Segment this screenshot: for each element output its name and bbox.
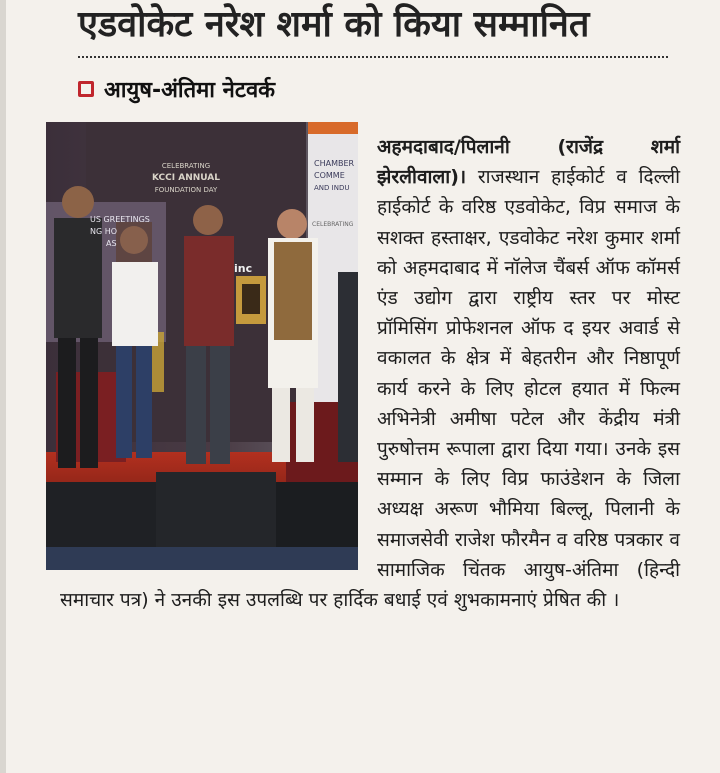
headline-divider [78, 56, 668, 58]
article-body [60, 132, 680, 615]
photo-side-text: CELEBRATING [312, 221, 354, 228]
byline-marker-icon [78, 81, 94, 97]
byline-text: आयुष-अंतिमा नेटवर्क [104, 78, 276, 103]
photo-greetings-1: US GREETINGS [90, 215, 150, 224]
photo-wrap-spacer [60, 132, 377, 582]
page-edge [0, 0, 6, 773]
headline: एडवोकेट नरेश शर्मा को किया सम्मानित [78, 4, 590, 45]
photo-backdrop-text-2: KCCI ANNUAL [151, 173, 221, 183]
photo-backdrop-text-1: CELEBRATING [161, 162, 211, 170]
photo-side-banner-1: CHAMBER [314, 159, 355, 168]
article-lead: अहमदाबाद/पिलानी (राजेंद्र शर्मा झेरलीवाला)। [377, 136, 680, 189]
photo-fragment-text: inc [234, 262, 253, 275]
photo-greetings-2: NG HO [90, 227, 118, 236]
byline [78, 72, 275, 106]
photo-side-banner-2: COMME [314, 171, 345, 180]
photo-backdrop-text-3: FOUNDATION DAY [154, 186, 218, 194]
photo-greetings-3: AS [106, 239, 117, 248]
article-text: राजस्थान हाईकोर्ट व दिल्ली हाईकोर्ट के वरिष्ठ एडवोकेट, विप्र समाज के सशक्त हस्ताक्षर, एडवोकेट नरेश कुमार शर्मा को अहमदाबाद में नॉलेज चैंबर्स ऑफ कॉमर्स एंड उद्योग द्वारा राष्ट्रीय स्तर पर मोस्ट प्रॉमिसिंग प्रोफेशनल ऑफ द इयर अवार्ड से वकालत के क्षेत्र में बेहतरीन और निष्ठापूर्ण कार्य करने के लिए होटल हयात में फिल्म अभिनेत्री अमीषा पटेल और केंद्रीय मंत्री पुरुषोत्तम रूपाला द्वारा दिया गया। उनके इस सम्मान के लिए विप्र फाउंडेशन के जिला अध्यक्ष अरूण भौमिया बिल्लू, पिलानी के समाजसेवी राजेश फौरमैन व वरिष्ठ पत्रकार व सामाजिक चिंतक आयुष-अंतिमा (हिन्दी समाचार पत्र) ने उनकी इस उपलब्धि पर हार्दिक बधाई एवं शुभकामनाएं प्रेषित की । [60, 166, 680, 612]
photo-side-banner-3: AND INDU [314, 184, 350, 192]
